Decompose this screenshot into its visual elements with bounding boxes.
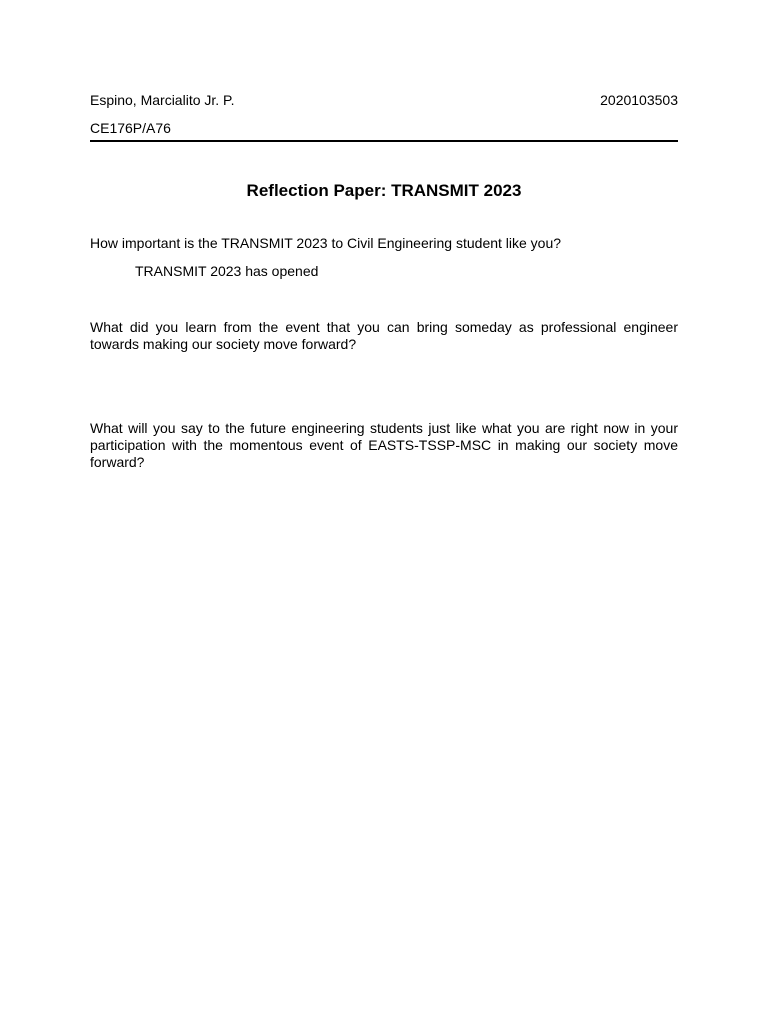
course-section: CE176P/A76 xyxy=(90,120,171,136)
student-number: 2020103503 xyxy=(600,92,678,108)
header-divider xyxy=(90,140,678,142)
author-name: Espino, Marcialito Jr. P. xyxy=(90,92,235,108)
question-2: What did you learn from the event that you can bring someday as professional engineer towards making our society move forward? xyxy=(90,319,678,352)
answer-1: TRANSMIT 2023 has opened xyxy=(135,263,319,279)
header-row xyxy=(90,92,678,109)
question-3: What will you say to the future engineering students just like what you are right now in your participation with the momentous event of EASTS-TSSP-MSC in making our society move forward? xyxy=(90,420,678,470)
page-title: Reflection Paper: TRANSMIT 2023 xyxy=(246,181,522,200)
document-content xyxy=(90,92,678,471)
question-1: How important is the TRANSMIT 2023 to Civil Engineering student like you? xyxy=(90,235,562,251)
